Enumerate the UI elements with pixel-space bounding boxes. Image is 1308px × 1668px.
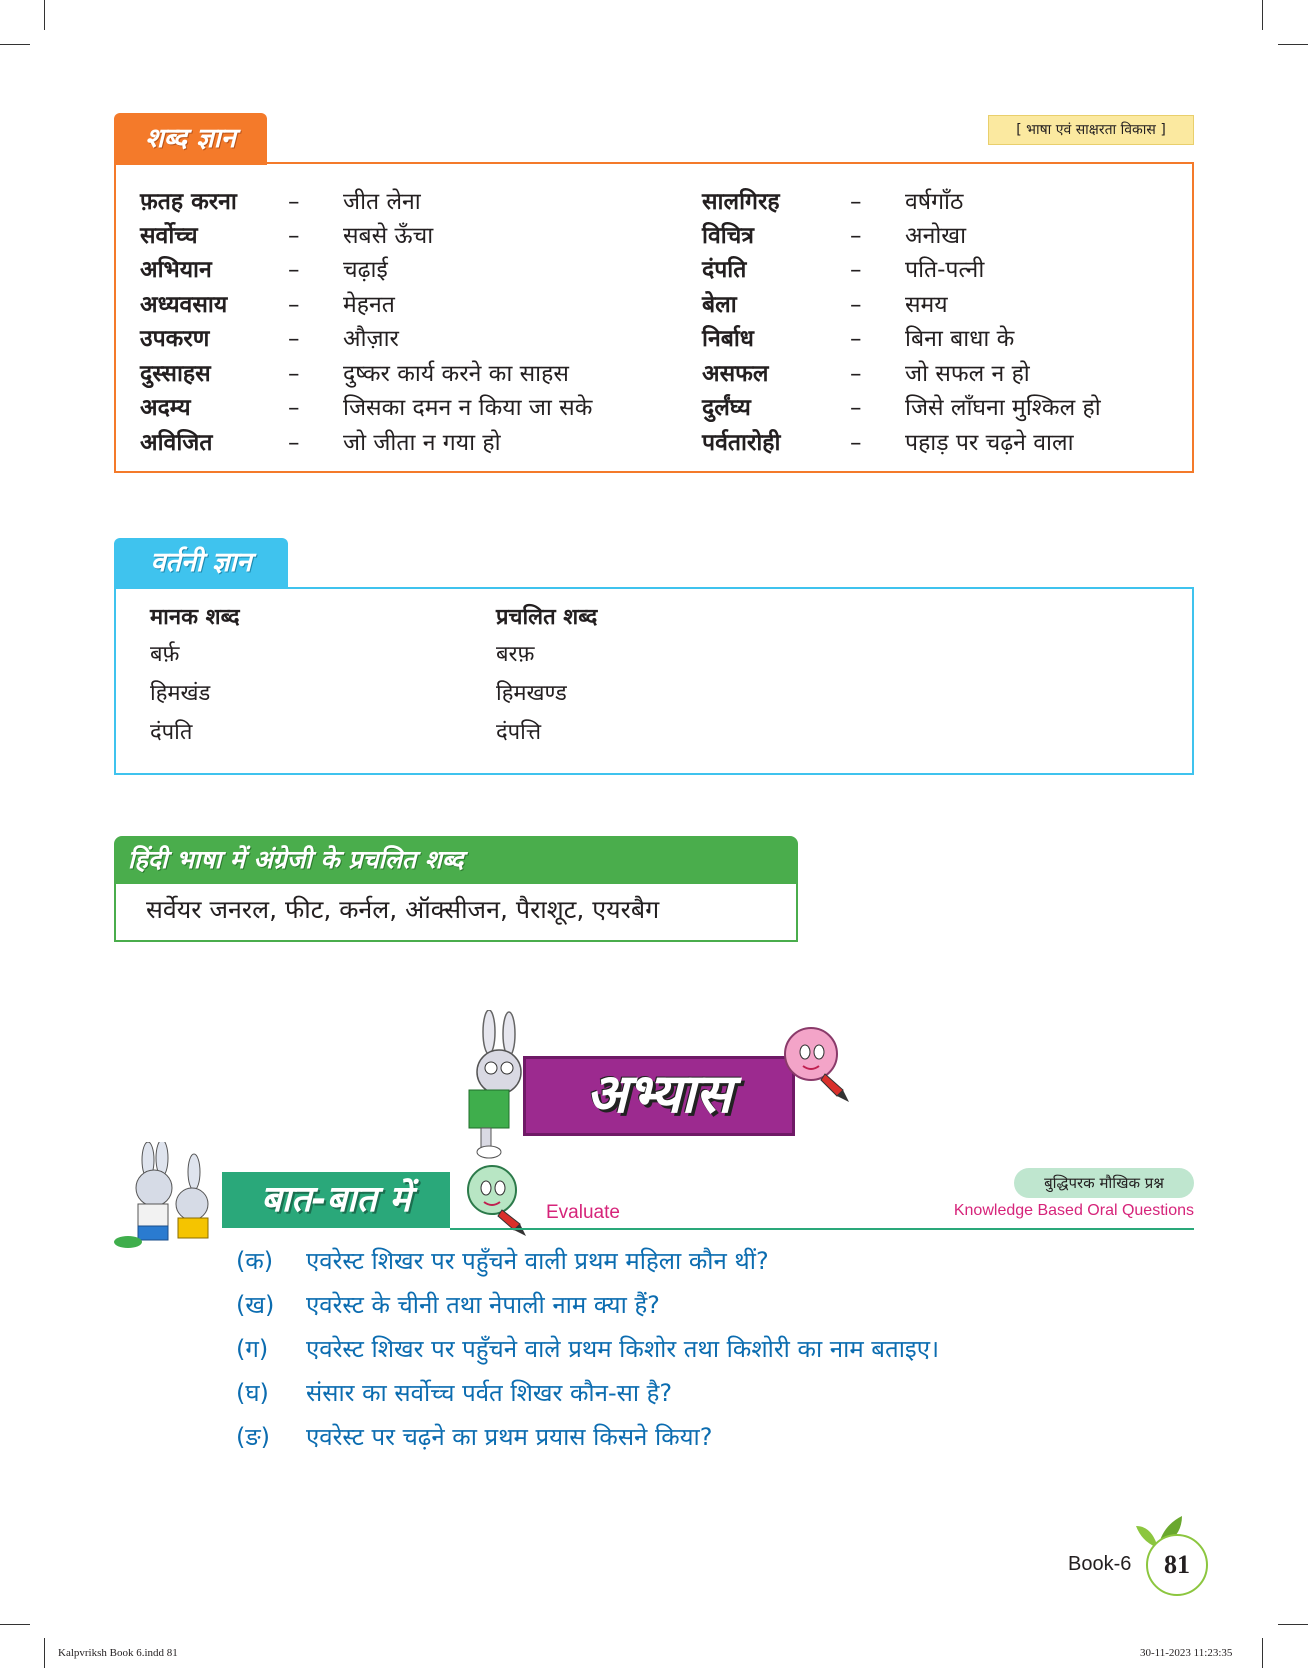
dash: – bbox=[850, 292, 862, 318]
vocab-word: दुस्साहस bbox=[140, 361, 211, 387]
crop-mark bbox=[1262, 0, 1263, 30]
pencil-mascot-icon bbox=[781, 1022, 851, 1112]
vocab-word: अध्यवसाय bbox=[140, 292, 228, 318]
vocab-meaning: जो सफल न हो bbox=[905, 361, 1030, 387]
vocab-word: उपकरण bbox=[140, 326, 210, 352]
vocab-meaning: जीत लेना bbox=[343, 189, 421, 215]
question-number: (ख) bbox=[236, 1291, 275, 1319]
dash: – bbox=[850, 189, 862, 215]
vocab-meaning: चढ़ाई bbox=[343, 257, 388, 283]
question-text: एवरेस्ट शिखर पर पहुँचने वाली प्रथम महिला कौन थीं? bbox=[306, 1247, 769, 1275]
crop-mark bbox=[0, 1624, 30, 1625]
dash: – bbox=[288, 430, 300, 456]
shabd-gyan-title: शब्द ज्ञान bbox=[114, 113, 267, 165]
dash: – bbox=[850, 361, 862, 387]
dash: – bbox=[288, 189, 300, 215]
english-words-title: हिंदी भाषा में अंग्रेजी के प्रचलित शब्द bbox=[114, 836, 798, 884]
vocab-meaning: अनोखा bbox=[905, 223, 967, 249]
vocab-meaning: मेहनत bbox=[343, 292, 395, 318]
dash: – bbox=[288, 361, 300, 387]
question-number: (घ) bbox=[236, 1379, 269, 1407]
common-word: बरफ़ bbox=[496, 642, 535, 667]
crop-mark bbox=[44, 0, 45, 30]
vocab-word: असफल bbox=[702, 361, 769, 387]
dash: – bbox=[288, 395, 300, 421]
dash: – bbox=[288, 223, 300, 249]
oral-questions-label-english: Knowledge Based Oral Questions bbox=[953, 1202, 1194, 1219]
question-text: एवरेस्ट शिखर पर पहुँचने वाले प्रथम किशोर तथा किशोरी का नाम बताइए। bbox=[306, 1335, 940, 1363]
dash: – bbox=[850, 395, 862, 421]
standard-word: बर्फ़ bbox=[150, 642, 180, 667]
abhyas-banner bbox=[455, 1010, 855, 1160]
dash: – bbox=[850, 257, 862, 283]
vocab-word: अविजित bbox=[140, 430, 213, 456]
question-text: एवरेस्ट के चीनी तथा नेपाली नाम क्या हैं? bbox=[306, 1291, 660, 1319]
page-number: 81 bbox=[1164, 1550, 1190, 1579]
vocab-meaning: वर्षगाँठ bbox=[905, 189, 964, 215]
vocab-word: दुर्लंघ्य bbox=[702, 395, 751, 421]
common-word: दंपत्ति bbox=[496, 720, 542, 745]
evaluate-label: Evaluate bbox=[546, 1202, 620, 1223]
vocab-meaning: जिसे लाँघना मुश्किल हो bbox=[905, 395, 1101, 421]
vocab-word: बेला bbox=[702, 292, 737, 318]
print-slug-left: Kalpvriksh Book 6.indd 81 bbox=[58, 1647, 178, 1659]
dash: – bbox=[850, 223, 862, 249]
vocab-word: अभियान bbox=[140, 257, 212, 283]
rabbits-talking-illustration bbox=[108, 1142, 226, 1252]
vocab-meaning: औज़ार bbox=[343, 326, 399, 352]
common-word: हिमखण्ड bbox=[496, 681, 567, 706]
question-text: संसार का सर्वोच्च पर्वत शिखर कौन-सा है? bbox=[306, 1379, 673, 1407]
crop-mark bbox=[44, 1638, 45, 1668]
vocab-meaning: पहाड़ पर चढ़ने वाला bbox=[905, 430, 1074, 456]
baat-baat-me-title: बात-बात में bbox=[222, 1172, 450, 1228]
vocab-meaning: सबसे ऊँचा bbox=[343, 223, 434, 249]
vocab-word: दंपति bbox=[702, 257, 747, 283]
book-label: Book-6 bbox=[1068, 1553, 1132, 1575]
question-number: (क) bbox=[236, 1247, 274, 1275]
crop-mark bbox=[1262, 1638, 1263, 1668]
oral-questions-label-hindi: बुद्धिपरक मौखिक प्रश्न bbox=[1014, 1168, 1194, 1198]
vocab-meaning: समय bbox=[905, 292, 948, 318]
question-text: एवरेस्ट पर चढ़ने का प्रथम प्रयास किसने किया? bbox=[306, 1423, 713, 1451]
vocab-word: पर्वतारोही bbox=[702, 430, 781, 456]
vocab-word: निर्बाध bbox=[702, 326, 754, 352]
dash: – bbox=[850, 326, 862, 352]
vocab-meaning: जिसका दमन न किया जा सके bbox=[343, 395, 593, 421]
vocab-word: फ़तह करना bbox=[140, 189, 237, 215]
vocab-meaning: पति-पत्नी bbox=[905, 257, 985, 283]
standard-word: दंपति bbox=[150, 720, 193, 745]
spelling-box bbox=[114, 587, 1194, 775]
divider-line bbox=[450, 1228, 1194, 1230]
vocab-word: सर्वोच्च bbox=[140, 223, 198, 249]
dash: – bbox=[288, 292, 300, 318]
vocab-word: सालगिरह bbox=[702, 189, 780, 215]
dash: – bbox=[288, 326, 300, 352]
vocab-meaning: दुष्कर कार्य करने का साहस bbox=[343, 361, 569, 387]
standard-word: हिमखंड bbox=[150, 681, 211, 706]
vocab-word: विचित्र bbox=[702, 223, 755, 249]
vartani-gyan-title: वर्तनी ज्ञान bbox=[114, 538, 288, 588]
print-slug-right: 30-11-2023 11:23:35 bbox=[1140, 1647, 1233, 1659]
crop-mark bbox=[1278, 44, 1308, 45]
abhyas-title: अभ्यास bbox=[586, 1062, 732, 1125]
crop-mark bbox=[1278, 1624, 1308, 1625]
skill-tag: [ भाषा एवं साक्षरता विकास ] bbox=[988, 115, 1194, 145]
dash: – bbox=[288, 257, 300, 283]
common-word-heading: प्रचलित शब्द bbox=[496, 605, 598, 630]
crop-mark bbox=[0, 44, 30, 45]
vocab-word: अदम्य bbox=[140, 395, 191, 421]
vocab-meaning: जो जीता न गया हो bbox=[343, 430, 501, 456]
question-number: (ङ) bbox=[236, 1423, 271, 1451]
question-number: (ग) bbox=[236, 1335, 269, 1363]
english-words-list: सर्वेयर जनरल, फीट, कर्नल, ऑक्सीजन, पैराशूट, एयरबैग bbox=[114, 883, 798, 942]
dash: – bbox=[850, 430, 862, 456]
standard-word-heading: मानक शब्द bbox=[150, 605, 240, 630]
vocab-meaning: बिना बाधा के bbox=[905, 326, 1015, 352]
